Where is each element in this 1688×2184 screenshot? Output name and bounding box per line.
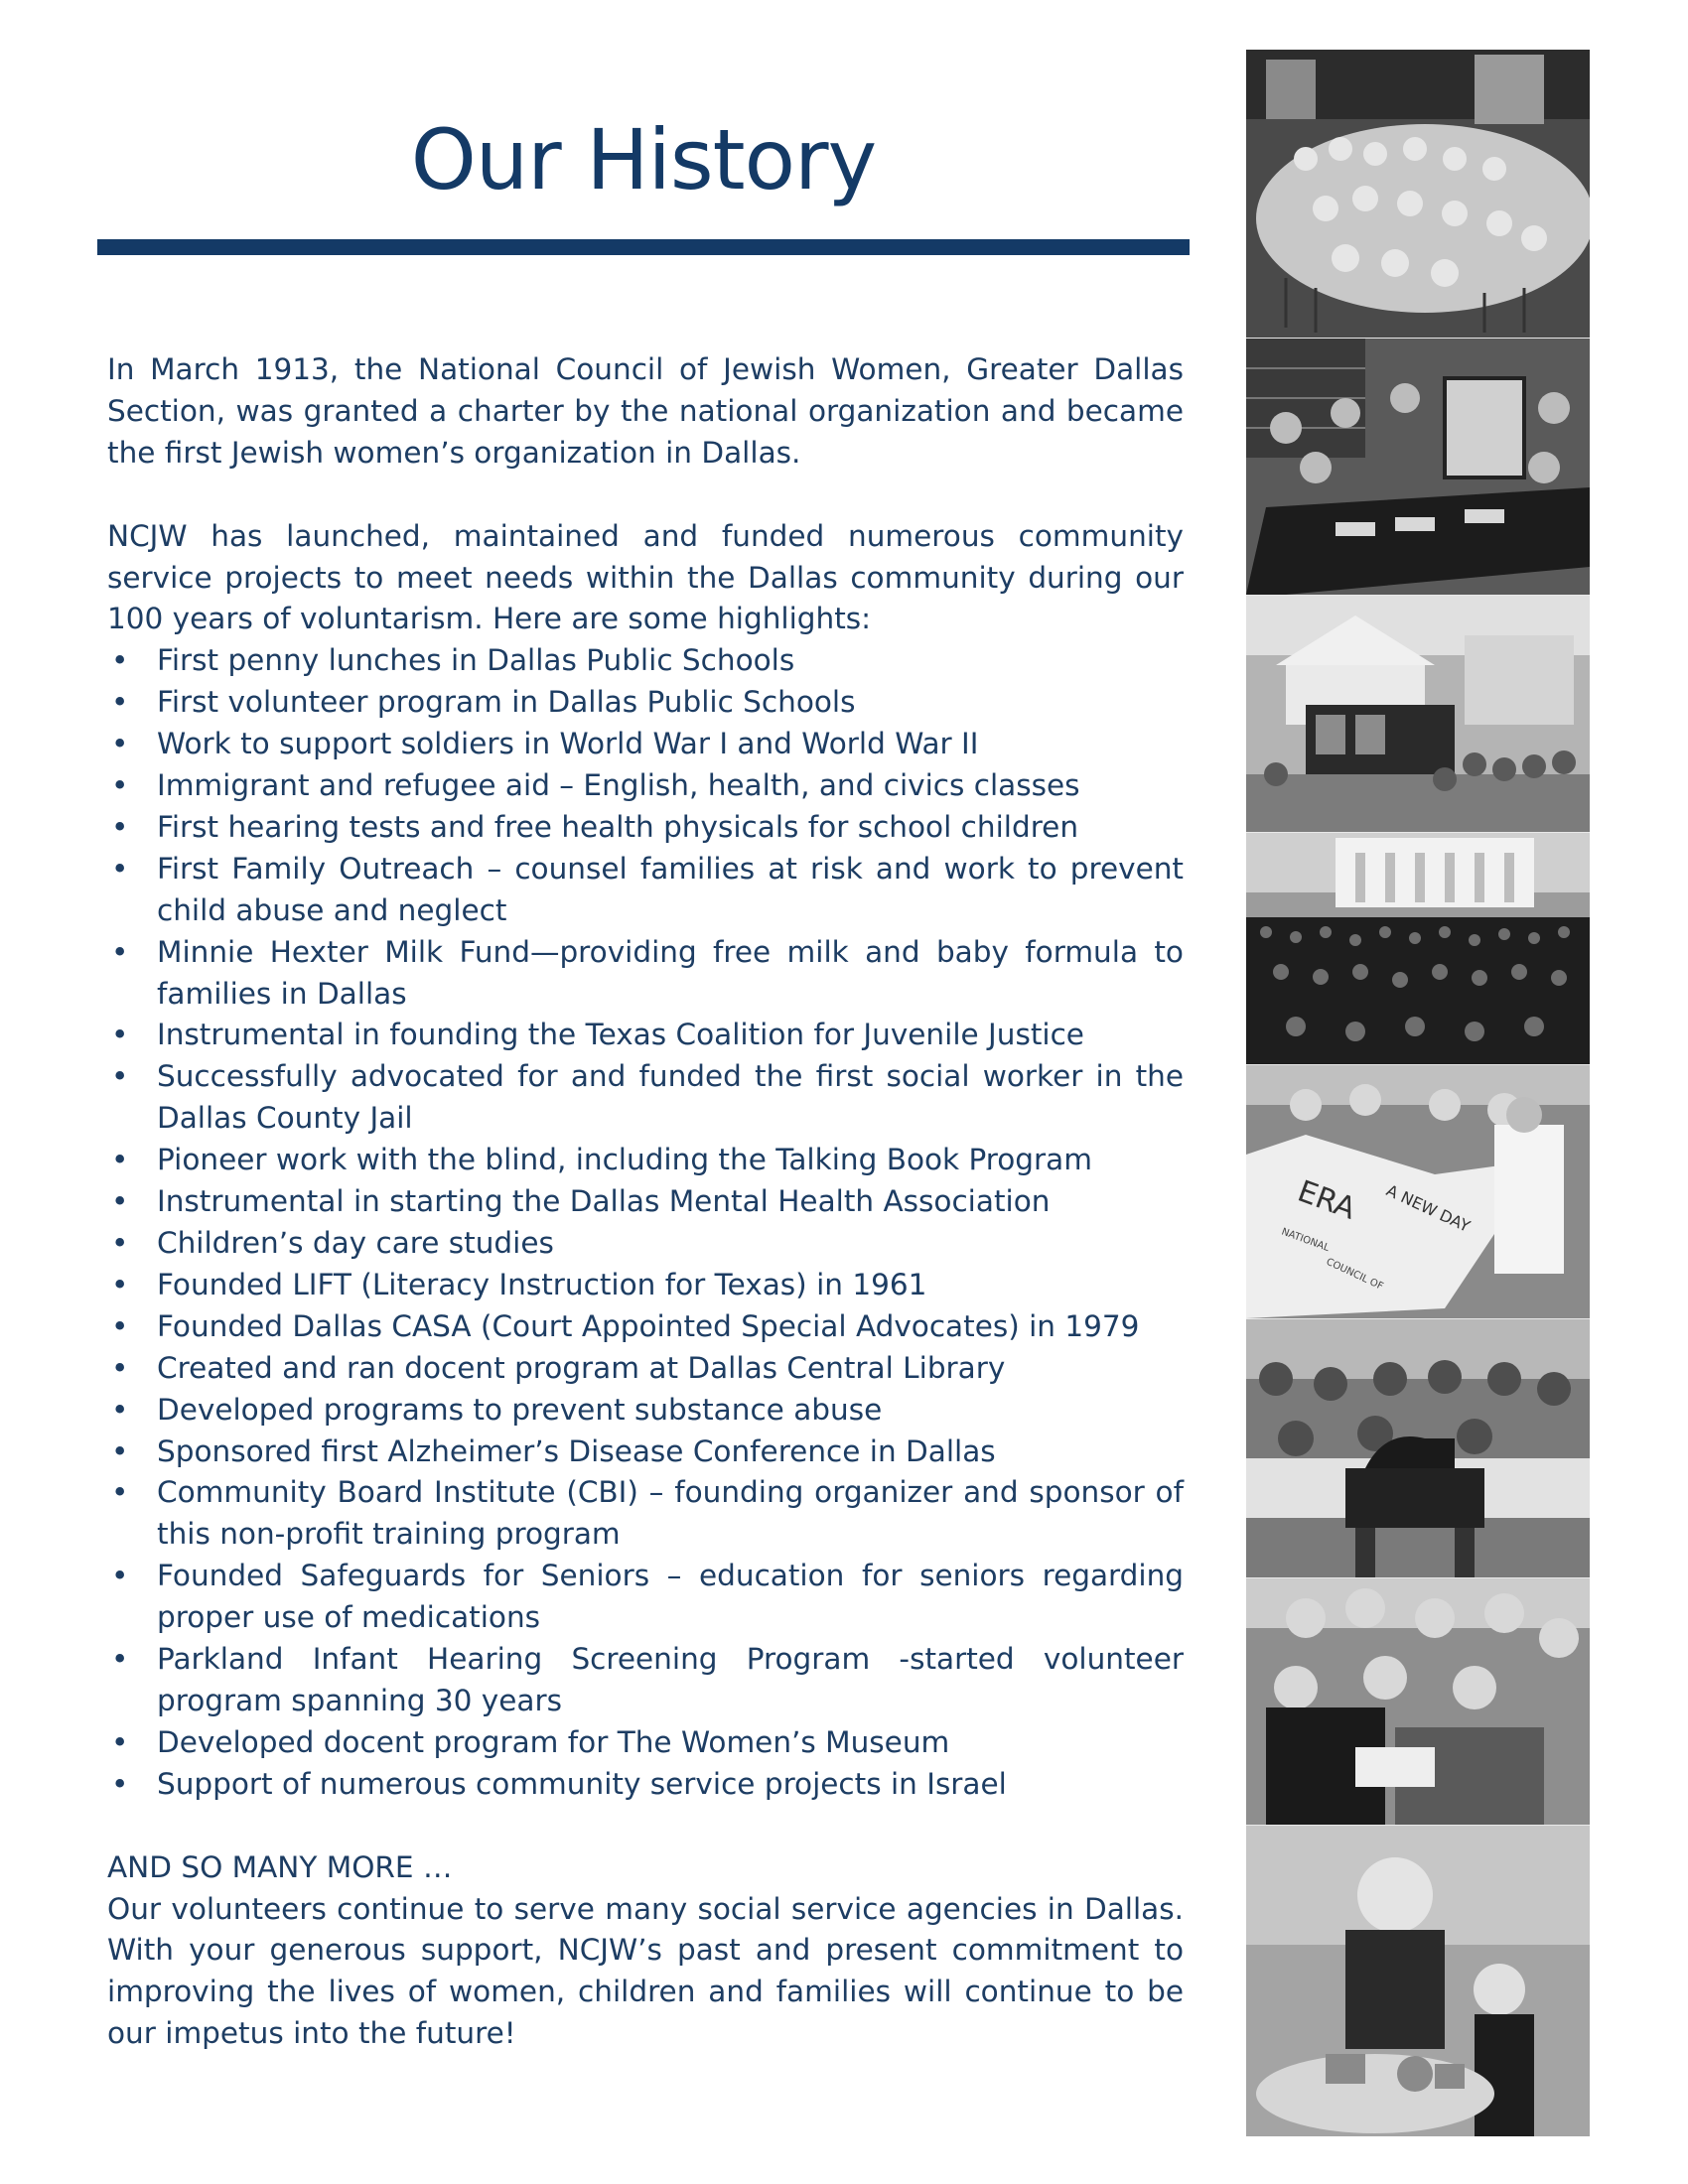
highlight-text: Founded Dallas CASA (Court Appointed Special Advocates) in 1979 xyxy=(157,1308,1140,1343)
highlight-item xyxy=(107,640,1184,682)
projects-intro-paragraph: NCJW has launched, maintained and funded numerous community service projects to meet needs within the Dallas community during our 100 years of voluntarism. Here are some highlights: xyxy=(107,518,1184,636)
bullet-icon: • xyxy=(111,1392,129,1427)
bullet-icon: • xyxy=(111,1475,129,1510)
highlight-text: Successfully advocated for and funded the first social worker in the Dallas County Jail xyxy=(157,1059,1184,1136)
highlight-item xyxy=(107,1472,1184,1556)
bullet-icon: • xyxy=(111,1350,129,1385)
photo-children-reading xyxy=(1246,1578,1590,1827)
highlight-item xyxy=(107,1015,1184,1056)
highlight-item xyxy=(107,1181,1184,1223)
highlight-text: Pioneer work with the blind, including the Talking Book Program xyxy=(157,1143,1092,1177)
highlight-text: Community Board Institute (CBI) – founding organizer and sponsor of this non-profit training program xyxy=(157,1475,1184,1552)
bullet-icon: • xyxy=(111,685,129,720)
highlight-text: Instrumental in starting the Dallas Mental Health Association xyxy=(157,1184,1051,1219)
bullet-icon: • xyxy=(111,768,129,803)
highlight-item xyxy=(107,932,1184,1016)
highlight-text: Instrumental in founding the Texas Coalition for Juvenile Justice xyxy=(157,1018,1084,1052)
highlight-text: Minnie Hexter Milk Fund—providing free milk and baby formula to families in Dallas xyxy=(157,934,1184,1011)
highlight-item xyxy=(107,1432,1184,1473)
closing-paragraph: Our volunteers continue to serve many social service agencies in Dallas. With your generous support, NCJW’s past and present commitment to improving the lives of women, children and families will continue to be our impetus into the future! xyxy=(107,1891,1184,2051)
historical-photo-strip xyxy=(1246,50,1590,2136)
highlight-text: Support of numerous community service projects in Israel xyxy=(157,1766,1007,1801)
highlight-item xyxy=(107,807,1184,849)
highlight-item xyxy=(107,1639,1184,1722)
photo-crowd-white-house xyxy=(1246,833,1590,1066)
highlight-item xyxy=(107,1556,1184,1639)
highlight-text: First volunteer program in Dallas Public Schools xyxy=(157,685,856,720)
bullet-icon: • xyxy=(111,1766,129,1801)
highlight-item xyxy=(107,1348,1184,1390)
bullet-icon: • xyxy=(111,1642,129,1677)
bullet-icon: • xyxy=(111,727,129,761)
highlight-text: Children’s day care studies xyxy=(157,1226,554,1261)
highlight-item xyxy=(107,1223,1184,1265)
bullet-icon: • xyxy=(111,1143,129,1177)
bullet-icon: • xyxy=(111,1184,129,1219)
bullet-icon: • xyxy=(111,934,129,969)
photo-bookmobile xyxy=(1246,596,1590,834)
photo-dining-hall xyxy=(1246,50,1590,340)
more-heading: AND SO MANY MORE … xyxy=(107,1849,453,1884)
bullet-icon: • xyxy=(111,1018,129,1052)
banner-new-day-text: A NEW DAY xyxy=(1383,1180,1474,1236)
bullet-icon: • xyxy=(111,809,129,844)
highlight-item xyxy=(107,1140,1184,1181)
paragraph-spacer xyxy=(107,1806,1184,1847)
highlight-text: Work to support soldiers in World War I and World War II xyxy=(157,727,979,761)
page-title: Our History xyxy=(410,111,877,208)
highlight-text: Developed programs to prevent substance abuse xyxy=(157,1392,883,1427)
highlight-item xyxy=(107,1306,1184,1348)
highlights-list xyxy=(107,640,1184,1805)
photo-woman-with-child xyxy=(1246,1826,1590,2136)
highlight-text: Developed docent program for The Women’s Museum xyxy=(157,1724,950,1759)
highlight-text: Sponsored first Alzheimer’s Disease Conference in Dallas xyxy=(157,1433,996,1468)
highlight-item xyxy=(107,1764,1184,1806)
highlight-item xyxy=(107,724,1184,765)
highlight-text: First hearing tests and free health physicals for school children xyxy=(157,809,1079,844)
bullet-icon: • xyxy=(111,643,129,678)
paragraph-spacer xyxy=(107,475,1184,516)
bullet-icon: • xyxy=(111,1724,129,1759)
highlight-item xyxy=(107,765,1184,807)
bullet-icon: • xyxy=(111,1267,129,1301)
highlight-text: Immigrant and refugee aid – English, health, and civics classes xyxy=(157,768,1080,803)
highlight-text: First penny lunches in Dallas Public Schools xyxy=(157,643,795,678)
bullet-icon: • xyxy=(111,851,129,886)
highlight-text: First Family Outreach – counsel families at risk and work to prevent child abuse and neglect xyxy=(157,851,1184,927)
banner-national-text: NATIONAL xyxy=(1279,1226,1332,1255)
highlight-text: Created and ran docent program at Dallas Central Library xyxy=(157,1350,1006,1385)
bullet-icon: • xyxy=(111,1559,129,1593)
banner-council-text: COUNCIL OF xyxy=(1324,1256,1385,1293)
highlight-item xyxy=(107,849,1184,932)
highlight-item xyxy=(107,682,1184,724)
highlight-item xyxy=(107,1265,1184,1306)
photo-sewing-circle xyxy=(1246,1319,1590,1579)
photo-library-meeting xyxy=(1246,339,1590,597)
highlight-item xyxy=(107,1722,1184,1764)
bullet-icon: • xyxy=(111,1308,129,1343)
intro-paragraph: In March 1913, the National Council of Jewish Women, Greater Dallas Section, was granted a charter by the national organization and became the first Jewish women’s organization in Dallas. xyxy=(107,352,1184,470)
highlight-text: Founded LIFT (Literacy Instruction for Texas) in 1961 xyxy=(157,1267,927,1301)
highlight-text: Parkland Infant Hearing Screening Program -started volunteer program spanning 30 years xyxy=(157,1642,1184,1717)
bullet-icon: • xyxy=(111,1226,129,1261)
main-content xyxy=(107,349,1184,2055)
banner-era-text: ERA xyxy=(1293,1173,1360,1227)
bullet-icon: • xyxy=(111,1059,129,1094)
photo-era-banner xyxy=(1246,1065,1590,1320)
highlight-text: Founded Safeguards for Seniors – education for seniors regarding proper use of medications xyxy=(157,1559,1184,1635)
highlight-item xyxy=(107,1390,1184,1432)
title-divider xyxy=(97,239,1190,255)
highlight-item xyxy=(107,1056,1184,1140)
bullet-icon: • xyxy=(111,1433,129,1468)
